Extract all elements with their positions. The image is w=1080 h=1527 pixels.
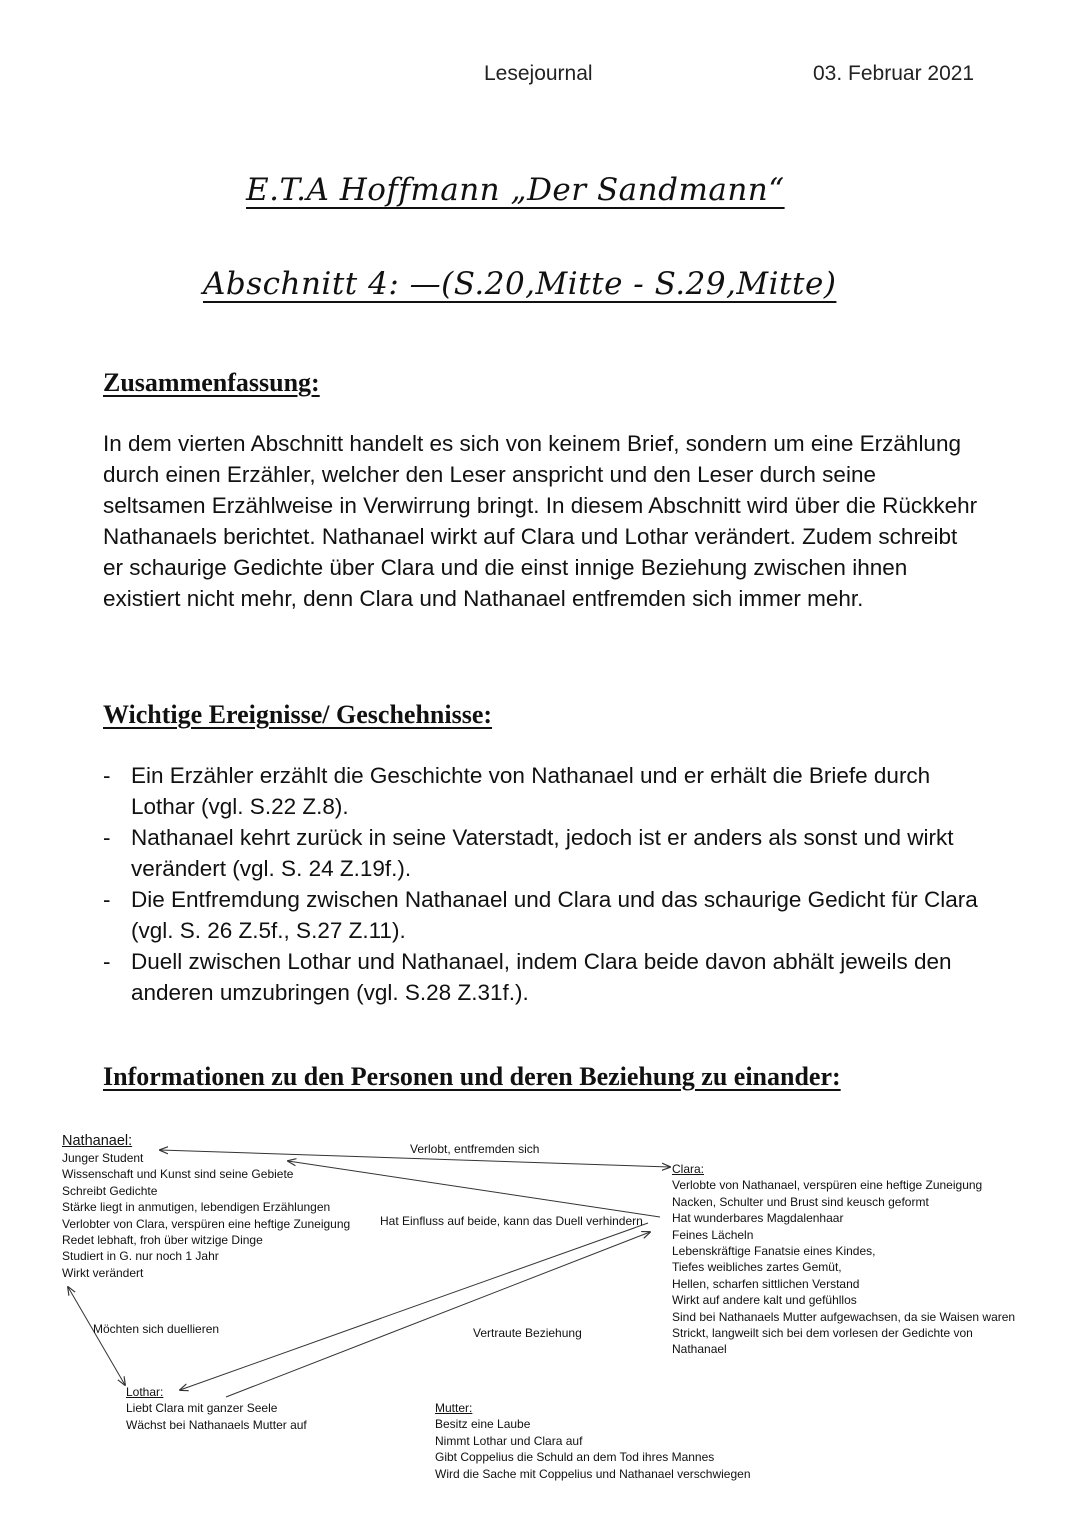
relation-trust: Vertraute Beziehung (473, 1326, 582, 1340)
bullet-dash: - (103, 825, 111, 850)
page-subtitle: Abschnitt 4: —(S.20,Mitte - S.29,Mitte) (203, 266, 837, 302)
list-item: Wird die Sache mit Coppelius und Nathanael verschwiegen (435, 1466, 751, 1481)
list-item: Junger Student (62, 1151, 144, 1165)
list-item: Verlobter von Clara, verspüren eine heftige Zuneigung (62, 1216, 351, 1231)
clara-box (672, 1161, 1015, 1358)
list-item: Lebenskräftige Fanatsie eines Kindes, (672, 1244, 876, 1259)
persons-heading: Informationen zu den Personen und deren Beziehung zu einander: (103, 1062, 841, 1091)
summary-text: In dem vierten Abschnitt handelt es sich von keinem Brief, sondern um eine Erzählung durch einen Erzähler, welcher den Leser anspricht und den Leser durch seine seltsamen Erzählweise in Verwirrung bringt. In diesem Abschnitt wird über die Rückkehr Nathanaels berichtet. Nathanael wirkt auf Clara und Lothar verändert. Zudem schreibt er schaurige Gedichte über Clara und die einst innige Beziehung zwischen ihnen existiert nicht mehr, denn Clara und Nathanael entfremden sich immer mehr. (103, 431, 978, 611)
bullet-dash: - (103, 763, 111, 788)
list-item: Stärke liegt in anmutigen, lebendigen Erzählungen (62, 1200, 331, 1215)
list-item: Studiert in G. nur noch 1 Jahr (62, 1249, 219, 1264)
event-text: Ein Erzähler erzählt die Geschichte von Nathanael und er erhält die Briefe durch Lothar (vgl. S.22 Z.8). (131, 763, 931, 819)
header-date: 03. Februar 2021 (813, 62, 975, 85)
list-item: Nacken, Schulter und Brust sind keusch geformt (672, 1194, 929, 1209)
relation-engaged: Verlobt, entfremden sich (410, 1142, 540, 1156)
clara-name: Clara: (672, 1162, 705, 1176)
nathanael-box (62, 1132, 350, 1281)
lothar-name: Lothar: (126, 1385, 164, 1399)
list-item: Besitz eine Laube (435, 1417, 531, 1432)
bullet-dash: - (103, 949, 111, 974)
list-item: Schreibt Gedichte (62, 1183, 158, 1198)
list-item: Verlobte von Nathanael, verspüren eine heftige Zuneigung (672, 1178, 983, 1193)
event-text: Duell zwischen Lothar und Nathanael, indem Clara beide davon abhält jeweils den anderen umzubringen (vgl. S.28 Z.31f.). (131, 949, 952, 1005)
page-title: E.T.A Hoffmann „Der Sandmann“ (246, 172, 785, 208)
list-item: Nathanael (672, 1342, 727, 1357)
relation-duel: Möchten sich duellieren (93, 1322, 220, 1336)
list-item: Sind bei Nathanaels Mutter aufgewachsen, da sie Waisen waren (672, 1309, 1016, 1324)
list-item: Gibt Coppelius die Schuld an dem Tod ihres Mannes (435, 1450, 715, 1465)
list-item: Hat wunderbares Magdalenhaar (672, 1211, 844, 1226)
event-text: Die Entfremdung zwischen Nathanael und Clara und das schaurige Gedicht für Clara (vgl. S. 26 Z.5f., S.27 Z.11). (131, 887, 978, 943)
lothar-box (126, 1384, 307, 1433)
events-heading: Wichtige Ereignisse/ Geschehnisse: (103, 700, 493, 729)
list-item: Tiefes weibliches zartes Gemüt, (672, 1260, 842, 1275)
list-item: Redet lebhaft, froh über witzige Dinge (62, 1233, 263, 1248)
mutter-name: Mutter: (435, 1401, 473, 1415)
list-item: Wirkt verändert (62, 1265, 144, 1280)
list-item: Liebt Clara mit ganzer Seele (126, 1401, 278, 1416)
mutter-box (435, 1400, 751, 1482)
list-item: Wissenschaft und Kunst sind seine Gebiete (62, 1167, 294, 1182)
list-item: Feines Lächeln (672, 1227, 754, 1242)
list-item: Hellen, scharfen sittlichen Verstand (672, 1276, 860, 1291)
header-center: Lesejournal (484, 62, 593, 85)
list-item: Wächst bei Nathanaels Mutter auf (126, 1417, 307, 1432)
nathanael-name: Nathanael: (62, 1133, 133, 1149)
list-item: Strickt, langweilt sich bei dem vorlesen der Gedichte von (672, 1326, 973, 1341)
list-item: Nimmt Lothar und Clara auf (435, 1433, 583, 1448)
summary-heading: Zusammenfassung: (103, 368, 320, 397)
event-text: Nathanael kehrt zurück in seine Vaterstadt, jedoch ist er anders als sonst und wirkt verändert (vgl. S. 24 Z.19f.). (131, 825, 954, 881)
bullet-dash: - (103, 887, 111, 912)
relation-influence: Hat Einfluss auf beide, kann das Duell verhindern (380, 1214, 643, 1228)
list-item: Wirkt auf andere kalt und gefühllos (672, 1293, 857, 1308)
